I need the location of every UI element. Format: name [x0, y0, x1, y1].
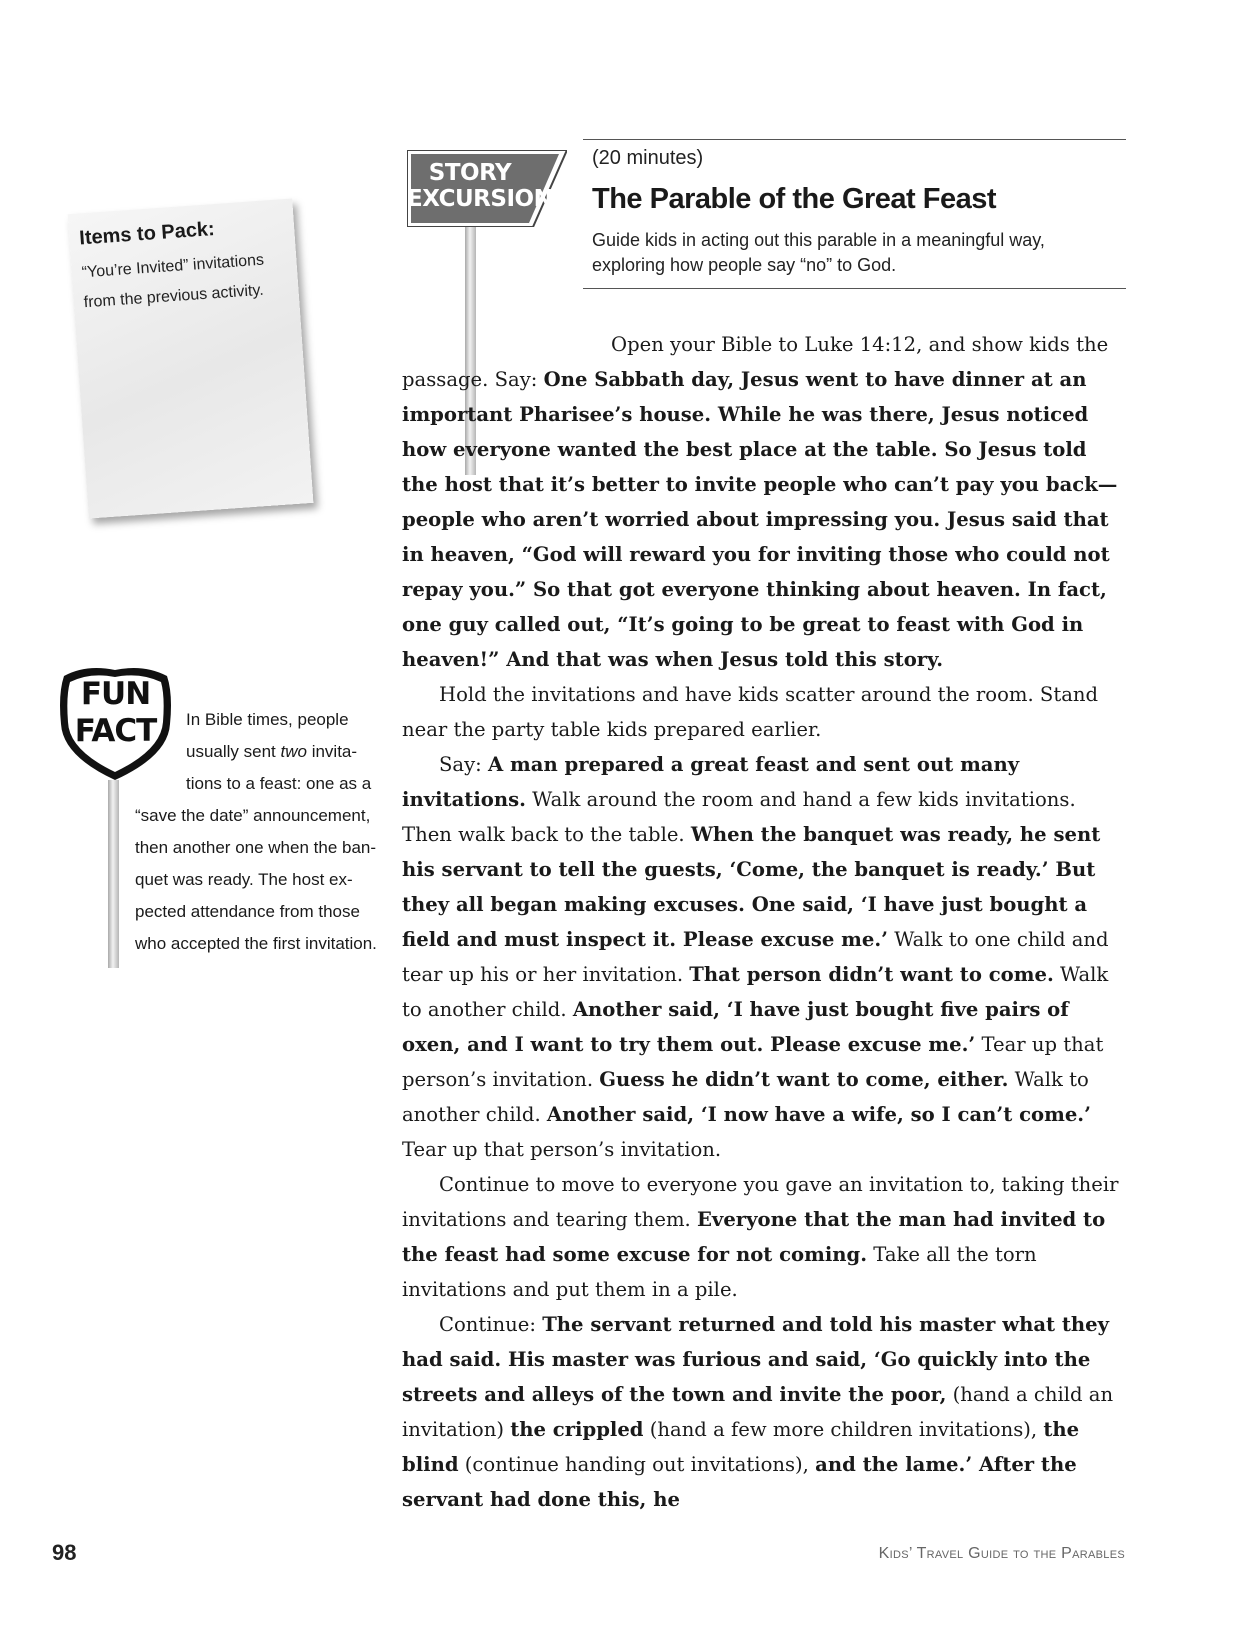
script-text: A man prepared a great feast and sent out many invitations. [402, 753, 1020, 811]
instruction-text: Continue to move to everyone you gave an invitation to, taking their invitations and tearing them. [402, 1173, 1119, 1231]
script-text: When the banquet was ready, he sent his servant to tell the guests, ‘Come, the banquet is ready.’ But they all began making excuses. One said, ‘I have just bought a field and must inspect it. Please excuse me.’ [402, 823, 1101, 951]
activity-subtitle: Guide kids in acting out this parable in a meaningful way, exploring how people say “no” to God. [592, 230, 1045, 275]
instruction-text: Tear up that person’s invitation. [402, 1033, 1104, 1091]
instruction-text: (hand a child an invitation) [402, 1383, 1114, 1441]
script-text: Another said, ‘I now have a wife, so I can’t come.’ [546, 1103, 1091, 1126]
script-text: Guess he didn’t want to come, either. [599, 1068, 1009, 1091]
script-text: The servant returned and told his master what they had said. His master was furious and said, ‘Go quickly into the streets and alleys of the town and invite the poor, [402, 1313, 1110, 1406]
story-excursion-sign [407, 150, 567, 325]
header-top-rule [583, 139, 1126, 140]
items-to-pack-list: “You’re Invited” invitations from the previous activity. [81, 251, 265, 312]
fun-fact-line: then another one when the ban- [135, 838, 377, 857]
script-text: That person didn’t want to come. [689, 963, 1054, 986]
script-text: the blind [402, 1418, 1080, 1476]
script-text: and the lame.’ After the servant had done this, he [402, 1453, 1077, 1511]
fun-fact-line: who accepted the first invitation. [135, 934, 377, 953]
items-to-pack-title: Items to Pack: [78, 218, 216, 250]
instruction-text: Continue: [439, 1313, 543, 1336]
instruction-text: Tear up that person’s invitation. [402, 1138, 722, 1161]
instruction-text: Say: [439, 753, 489, 776]
script-text: Another said, ‘I have just bought five pairs of oxen, and I want to try them out. Please excuse me.’ [402, 998, 1069, 1056]
fun-fact-post [108, 780, 119, 968]
instruction-text: Walk to one child and tear up his or her invitation. [402, 928, 1109, 986]
instruction-text: (hand a few more children invitations), [643, 1418, 1044, 1441]
page-number: 98 [52, 1540, 77, 1565]
activity-duration: (20 minutes) [592, 147, 704, 169]
fun-fact-line: “save the date” announcement, [135, 806, 371, 825]
header-bottom-rule [583, 288, 1126, 289]
fun-fact-line: tions to a feast: one as a [186, 774, 372, 793]
paragraph [402, 747, 1124, 1167]
items-to-pack-note [68, 199, 314, 519]
sign-label: STORY EXCURSION [407, 160, 553, 212]
fun-fact-line: usually sent two invita- [186, 742, 358, 761]
fun-fact-line: quet was ready. The host ex- [135, 870, 353, 889]
instruction-text: Take all the torn invitations and put them in a pile. [402, 1243, 1037, 1301]
paragraph [402, 677, 1124, 747]
instruction-text: Open your Bible to Luke 14:12, and show kids the passage. Say: [402, 333, 1109, 391]
paragraph [402, 327, 1124, 677]
book-title-footer: Kids’ Travel Guide to the Parables [878, 1545, 1125, 1562]
script-text: the crippled [510, 1418, 644, 1441]
instruction-text: Hold the invitations and have kids scatter around the room. Stand near the party table kids prepared earlier. [402, 683, 1099, 741]
fun-fact-label: FUN FACT [74, 676, 157, 749]
main-body-text [402, 327, 1124, 1517]
paragraph [402, 1307, 1124, 1517]
instruction-text: Walk to another child. [402, 1068, 1089, 1126]
script-text: Everyone that the man had invited to the feast had some excuse for not coming. [402, 1208, 1106, 1266]
instruction-text: Walk to another child. [402, 963, 1109, 1021]
fun-fact-line: In Bible times, people [186, 710, 349, 729]
script-text: One Sabbath day, Jesus went to have dinner at an important Pharisee’s house. While he was there, Jesus noticed how everyone wanted the best place at the table. So Jesus told the host that it’s better to invite people who can’t pay you back—people who aren’t worried about impressing you. Jesus said that in heaven, “God will reward you for inviting those who could not repay you.” So that got everyone thinking about heaven. In fact, one guy called out, “It’s going to be great to feast with God in heaven!” And that was when Jesus told this story. [402, 368, 1118, 671]
fun-fact-line: pected attendance from those [135, 902, 360, 921]
instruction-text: (continue handing out invitations), [458, 1453, 816, 1476]
instruction-text: Walk around the room and hand a few kids invitations. Then walk back to the table. [402, 788, 1076, 846]
page-title: The Parable of the Great Feast [592, 183, 997, 215]
paragraph [402, 1167, 1124, 1307]
